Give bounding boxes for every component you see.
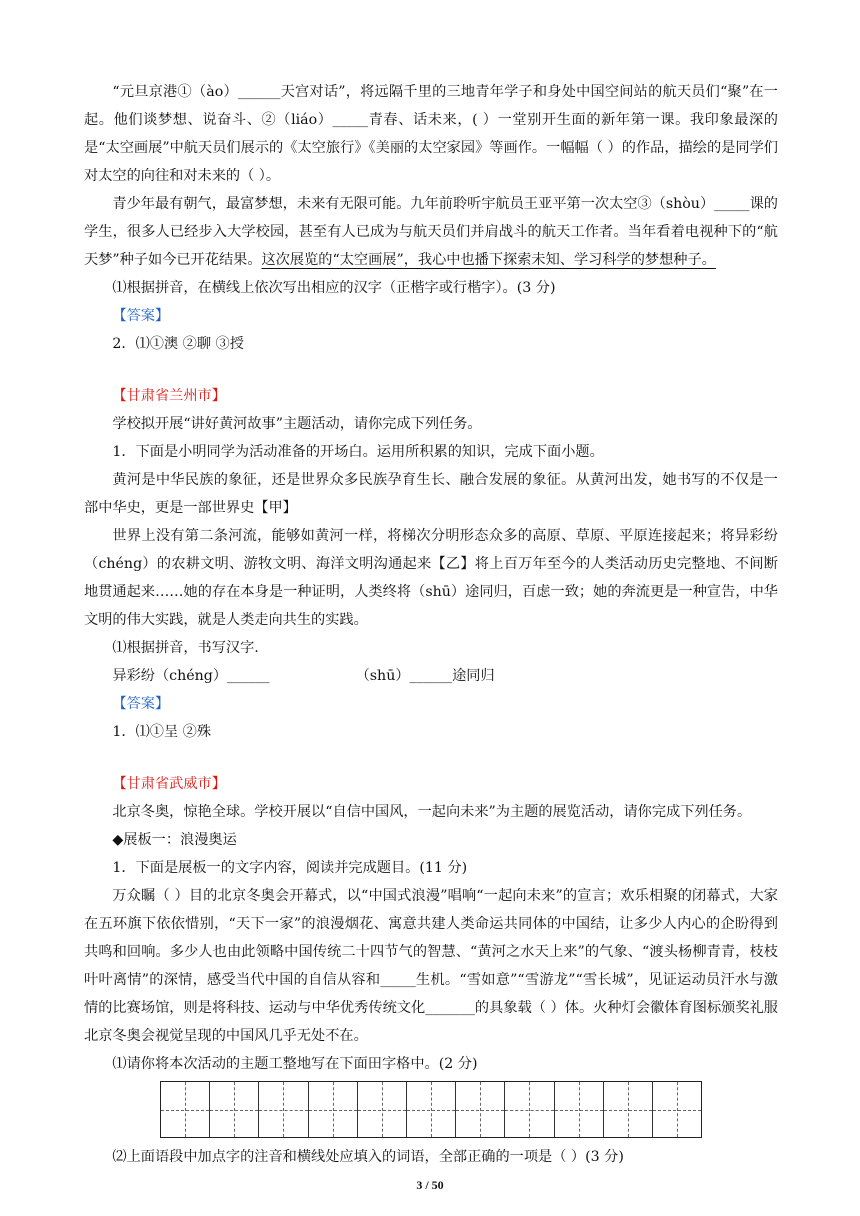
answer-text: 1．⑴①呈 ②殊 bbox=[112, 724, 212, 740]
tianzige-cell[interactable] bbox=[309, 1082, 358, 1137]
intro-text: 学校拟开展“讲好黄河故事”主题活动，请你完成下列任务。 bbox=[112, 416, 482, 432]
page-number: 3 / 50 bbox=[416, 1178, 444, 1192]
passage-paragraph: 万众瞩（ ）目的北京冬奥会开幕式，以“中国式浪漫”唱响“一起向未来”的宣言；欢乐相聚的闭幕式，大家在五环旗下依依惜别，“天下一家”的浪漫烟花、寓意共建人类命运共同体的中国结，让多少人内心的企盼得到共鸣和回响。多少人也由此领略中国传统二十四节气的智慧、“黄河之水天上来”的气象、“渡头杨柳青青，枝枝叶叶离情”的深情，感受当代中国的自信从容和_____生机。“雪如意”“雪游龙”“雪长城”，见证运动员汗水与激情的比赛场馆，则是将科技、运动与中华优秀传统文化_______的具象载（ ）体。火种灯会徽体育图标颁奖礼服北京冬奥会视觉呈现的中国风几乎无处不在。 bbox=[84, 888, 778, 1044]
underlined-sentence: 这次展览的“太空画展”，我心中也播下探索未知、学习科学的梦想种子。 bbox=[261, 252, 716, 268]
tianzige-cell[interactable] bbox=[161, 1082, 210, 1137]
question-item: 异彩纷（chéng）______ bbox=[112, 668, 270, 684]
question-text: ⑴根据拼音，书写汉字. bbox=[112, 640, 259, 656]
tianzige-cell[interactable] bbox=[259, 1082, 308, 1137]
passage-paragraph: 世界上没有第二条河流，能够如黄河一样，将梯次分明形态众多的高原、草原、平原连接起来；将异彩纷（chéng）的农耕文明、游牧文明、海洋文明沟通起来【乙】将上百万年至今的人类活动历史完整地、不间断地贯通起来……她的存在本身是一种证明，人类终将（shū）途同归，百虑一致；她的奔流更是一种宣告，中华文明的伟大实践，就是人类走向共生的实践。 bbox=[84, 528, 778, 628]
passage-text: 青少年最有朝气，最富梦想，未来有无限可能。九年前聆听宇航员王亚平第一次太空③（shòu）_____课的学生，很多人已经步入大学校园，甚至有人已成为与航天员们并肩战斗的航天工作者。当年看着电视种下的“航天梦”种子如今已开花结果。 bbox=[84, 196, 778, 268]
board-heading: ◆展板一：浪漫奥运 bbox=[112, 832, 237, 848]
tianzige-cell[interactable] bbox=[555, 1082, 604, 1137]
tianzige-grid[interactable] bbox=[160, 1081, 702, 1138]
question-text: ⑴请你将本次活动的主题工整地写在下面田字格中。(2 分) bbox=[112, 1056, 478, 1072]
passage-paragraph: “元旦京港①（ào）______天宫对话”，将远隔千里的三地青年学子和身处中国空间站的航天员们“聚”在一起。他们谈梦想、说奋斗、②（liáo）_____青春、话未来，( ）一堂别开生面的新年第一课。我印象最深的是“太空画展”中航天员们展示的《太空旅行》《美丽的太空家园》等画作。一幅幅（ ）的作品，描绘的是同学们对太空的向往和对未来的（ ）。 bbox=[84, 84, 778, 184]
question-items bbox=[84, 662, 778, 690]
tianzige-cell[interactable] bbox=[210, 1082, 259, 1137]
tianzige-cell[interactable] bbox=[456, 1082, 505, 1137]
region-heading: 【甘肃省兰州市】 bbox=[112, 388, 226, 404]
passage-paragraph bbox=[84, 190, 778, 274]
document-body bbox=[84, 78, 778, 1171]
intro-text: 北京冬奥，惊艳全球。学校开展以“自信中国风，一起向未来”为主题的展览活动，请你完成下列任务。 bbox=[112, 804, 752, 820]
tianzige-cell[interactable] bbox=[358, 1082, 407, 1137]
question-text: ⑴根据拼音，在横线上依次写出相应的汉字（正楷字或行楷字）。(3 分) bbox=[112, 280, 556, 296]
answer-label: 【答案】 bbox=[112, 308, 170, 324]
question-item: （shū）______途同归 bbox=[355, 668, 495, 684]
tianzige-cell[interactable] bbox=[653, 1082, 701, 1137]
task-text: 1．下面是小明同学为活动准备的开场白。运用所积累的知识，完成下面小题。 bbox=[112, 444, 604, 460]
tianzige-cell[interactable] bbox=[407, 1082, 456, 1137]
answer-text: 2．⑴①澳 ②聊 ③授 bbox=[112, 336, 244, 352]
question-text: ⑵上面语段中加点字的注音和横线处应填入的词语，全部正确的一项是（ ）(3 分) bbox=[112, 1149, 624, 1165]
passage-paragraph: 黄河是中华民族的象征，还是世界众多民族孕育生长、融合发展的象征。从黄河出发，她书写的不仅是一部中华史，更是一部世界史【甲】 bbox=[84, 472, 778, 516]
answer-label: 【答案】 bbox=[112, 696, 170, 712]
region-heading: 【甘肃省武威市】 bbox=[112, 776, 226, 792]
tianzige-cell[interactable] bbox=[604, 1082, 653, 1137]
task-text: 1．下面是展板一的文字内容，阅读并完成题目。(11 分) bbox=[112, 860, 468, 876]
tianzige-cell[interactable] bbox=[505, 1082, 554, 1137]
